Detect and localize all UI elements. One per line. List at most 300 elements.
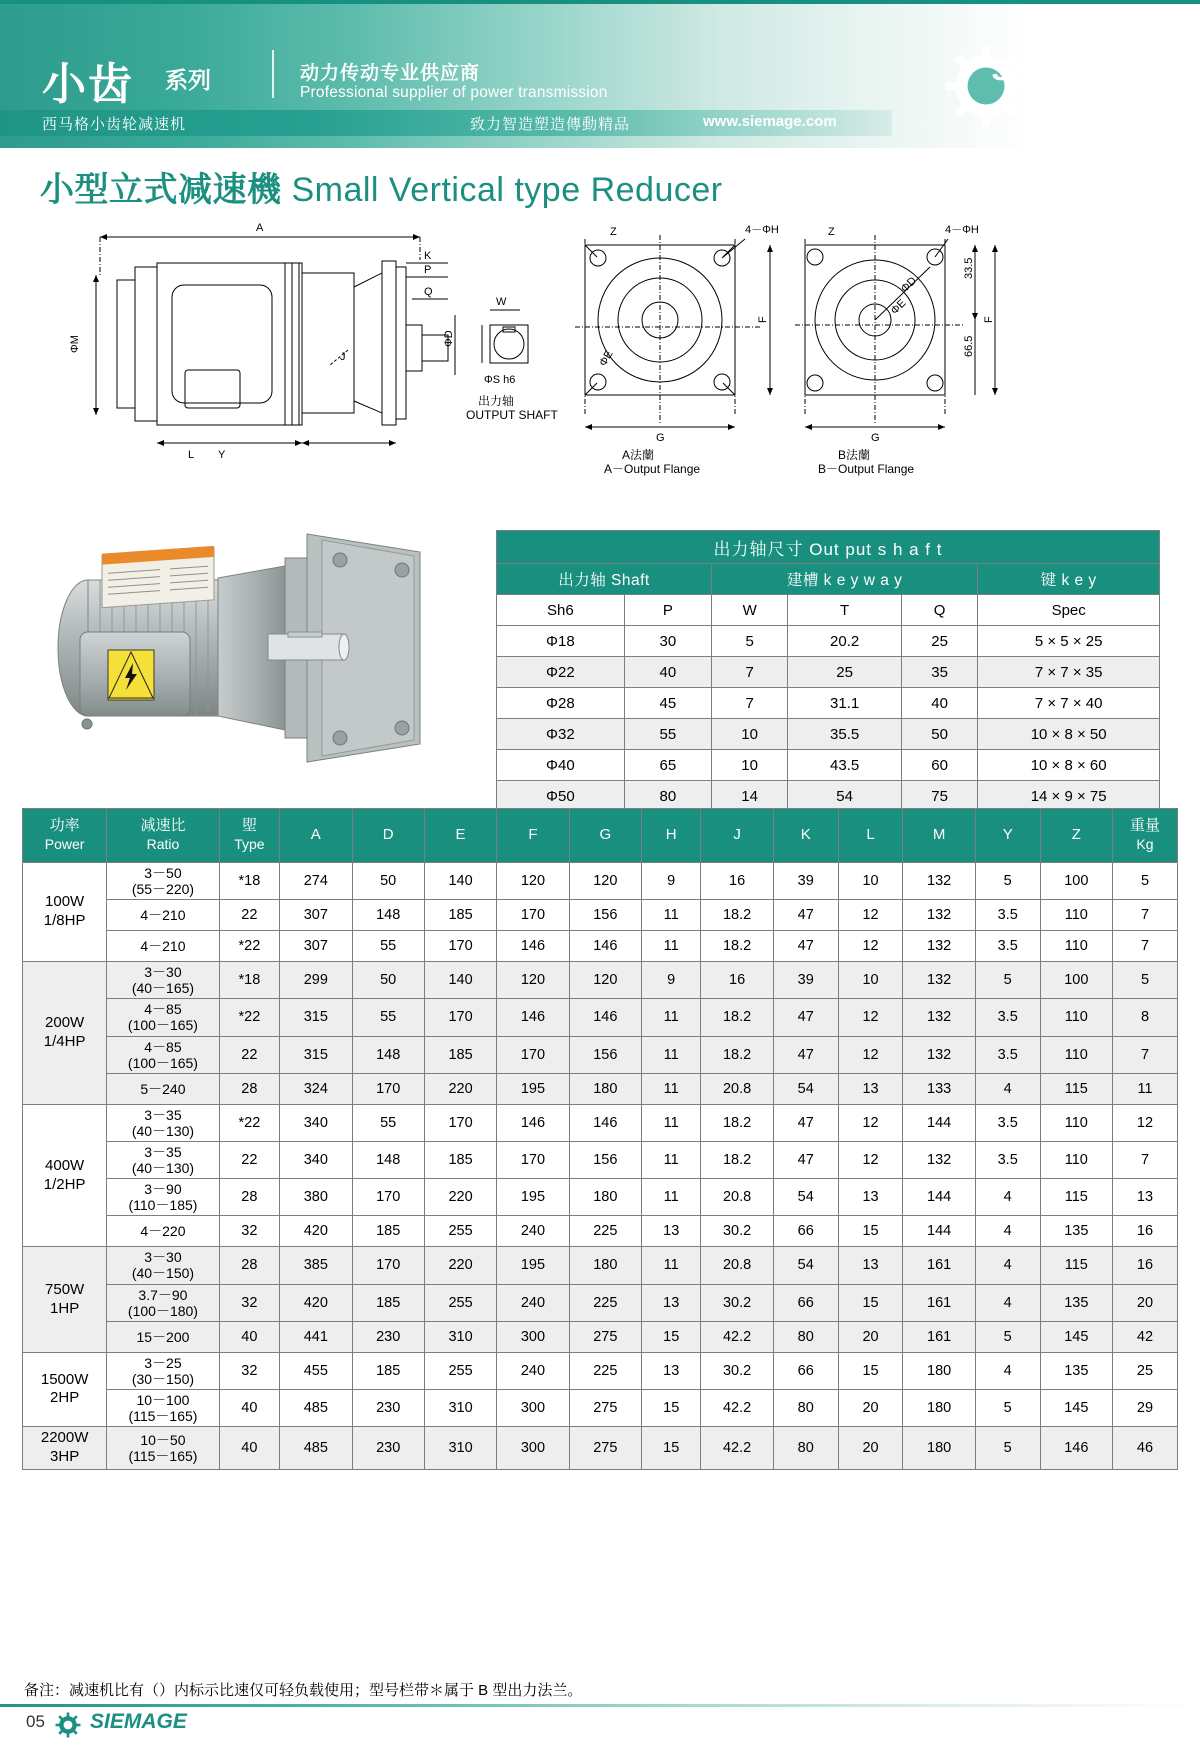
cell-l: 10 <box>838 863 903 900</box>
table-row <box>497 719 1160 750</box>
cell-l: 20 <box>838 1389 903 1426</box>
cell-f: 240 <box>497 1216 569 1247</box>
cell-p: 80 <box>624 781 711 812</box>
cell-type: 40 <box>219 1321 280 1352</box>
cell-weight: 25 <box>1112 1352 1177 1389</box>
cell-g: 146 <box>569 931 641 962</box>
cell-a: 340 <box>280 1141 352 1178</box>
page-header <box>0 0 1200 148</box>
svg-text:出力轴: 出力轴 <box>478 394 515 408</box>
cell-j: 30.2 <box>701 1216 773 1247</box>
cell-w: 14 <box>711 781 787 812</box>
cell-q: 25 <box>901 626 977 657</box>
cell-j: 18.2 <box>701 1104 773 1141</box>
table-row <box>497 688 1160 719</box>
table-row <box>23 1352 1178 1389</box>
header-slogan-cn: 动力传动专业供应商 <box>300 63 481 84</box>
cell-g: 180 <box>569 1179 641 1216</box>
cell-m: 180 <box>903 1427 975 1470</box>
svg-text:A: A <box>256 222 264 234</box>
cell-e: 170 <box>424 1104 496 1141</box>
cell-a: 307 <box>280 900 352 931</box>
cell-ratio: 4－85 (100－165) <box>107 999 219 1036</box>
cell-ratio: 3.7－90 (100－180) <box>107 1284 219 1321</box>
cell-z: 110 <box>1040 1141 1112 1178</box>
cell-sh6: Φ40 <box>497 750 625 781</box>
cell-l: 12 <box>838 931 903 962</box>
svg-text:4－ΦH: 4－ΦH <box>945 224 979 236</box>
shaft-col-p: P <box>624 595 711 626</box>
cell-type: 22 <box>219 900 280 931</box>
cell-g: 180 <box>569 1247 641 1284</box>
cell-y: 3.5 <box>975 999 1040 1036</box>
cell-weight: 42 <box>1112 1321 1177 1352</box>
cell-sh6: Φ32 <box>497 719 625 750</box>
cell-m: 132 <box>903 931 975 962</box>
cell-y: 4 <box>975 1216 1040 1247</box>
table-row <box>497 626 1160 657</box>
cell-f: 146 <box>497 931 569 962</box>
page-title-cn: 小型立式减速機 <box>40 171 282 209</box>
cell-m: 180 <box>903 1389 975 1426</box>
cell-k: 39 <box>773 962 838 999</box>
cell-a: 274 <box>280 863 352 900</box>
cell-f: 170 <box>497 1036 569 1073</box>
cell-ratio: 4－210 <box>107 900 219 931</box>
shaft-col-sh6: Sh6 <box>497 595 625 626</box>
cell-weight: 16 <box>1112 1216 1177 1247</box>
cell-d: 148 <box>352 900 424 931</box>
cell-g: 180 <box>569 1073 641 1104</box>
cell-e: 255 <box>424 1284 496 1321</box>
table-row <box>23 1036 1178 1073</box>
table-row <box>23 1247 1178 1284</box>
cell-spec: 7 × 7 × 35 <box>978 657 1160 688</box>
cell-k: 47 <box>773 1036 838 1073</box>
cell-m: 161 <box>903 1321 975 1352</box>
cell-weight: 7 <box>1112 1036 1177 1073</box>
cell-h: 9 <box>642 962 701 999</box>
cell-f: 146 <box>497 999 569 1036</box>
cell-d: 230 <box>352 1389 424 1426</box>
cell-spec: 10 × 8 × 50 <box>978 719 1160 750</box>
svg-text:G: G <box>871 432 880 444</box>
cell-j: 30.2 <box>701 1352 773 1389</box>
cell-power: 1500W 2HP <box>23 1352 107 1426</box>
col-y: Y <box>975 809 1040 863</box>
cell-f: 240 <box>497 1352 569 1389</box>
cell-power: 200W 1/4HP <box>23 962 107 1105</box>
cell-l: 12 <box>838 900 903 931</box>
cell-k: 54 <box>773 1073 838 1104</box>
cell-sh6: Φ18 <box>497 626 625 657</box>
footer-rule <box>0 1704 1200 1707</box>
cell-z: 146 <box>1040 1427 1112 1470</box>
cell-k: 80 <box>773 1389 838 1426</box>
cell-a: 299 <box>280 962 352 999</box>
col-ratio: 减速比 Ratio <box>107 809 219 863</box>
cell-a: 485 <box>280 1427 352 1470</box>
cell-h: 13 <box>642 1352 701 1389</box>
cell-f: 120 <box>497 962 569 999</box>
cell-g: 275 <box>569 1427 641 1470</box>
shaft-col-t: T <box>788 595 902 626</box>
cell-l: 15 <box>838 1352 903 1389</box>
cell-f: 300 <box>497 1389 569 1426</box>
cell-w: 10 <box>711 719 787 750</box>
col-power: 功率 Power <box>23 809 107 863</box>
page-title <box>40 162 723 211</box>
cell-z: 115 <box>1040 1247 1112 1284</box>
table-header-row <box>23 809 1178 863</box>
cell-e: 185 <box>424 1036 496 1073</box>
cell-e: 220 <box>424 1073 496 1104</box>
cell-type: *22 <box>219 931 280 962</box>
svg-text:F: F <box>757 316 769 323</box>
cell-type: 32 <box>219 1216 280 1247</box>
cell-d: 170 <box>352 1179 424 1216</box>
cell-y: 4 <box>975 1352 1040 1389</box>
svg-text:Y: Y <box>218 449 226 461</box>
cell-power: 2200W 3HP <box>23 1427 107 1470</box>
footer-gear-icon <box>55 1712 81 1738</box>
cell-weight: 12 <box>1112 1104 1177 1141</box>
cell-t: 54 <box>788 781 902 812</box>
cell-weight: 13 <box>1112 1179 1177 1216</box>
cell-g: 156 <box>569 1141 641 1178</box>
cell-f: 300 <box>497 1321 569 1352</box>
cell-e: 310 <box>424 1427 496 1470</box>
col-a: A <box>280 809 352 863</box>
cell-y: 4 <box>975 1247 1040 1284</box>
cell-p: 65 <box>624 750 711 781</box>
cell-ratio: 3－50 (55－220) <box>107 863 219 900</box>
cell-l: 13 <box>838 1073 903 1104</box>
col-z: Z <box>1040 809 1112 863</box>
header-website-url[interactable]: www.siemage.com <box>703 113 837 130</box>
cell-e: 170 <box>424 999 496 1036</box>
drawing-svg <box>0 215 1200 490</box>
cell-weight: 20 <box>1112 1284 1177 1321</box>
cell-a: 455 <box>280 1352 352 1389</box>
shaft-table-group-shaft: 出力轴 Shaft <box>497 564 712 595</box>
cell-k: 39 <box>773 863 838 900</box>
cell-h: 11 <box>642 900 701 931</box>
cell-y: 5 <box>975 962 1040 999</box>
cell-ratio: 4－220 <box>107 1216 219 1247</box>
cell-g: 146 <box>569 999 641 1036</box>
cell-j: 42.2 <box>701 1427 773 1470</box>
svg-text:Q: Q <box>424 286 433 298</box>
product-photo-svg <box>40 500 460 785</box>
cell-weight: 5 <box>1112 863 1177 900</box>
cell-z: 110 <box>1040 1104 1112 1141</box>
cell-ratio: 5－240 <box>107 1073 219 1104</box>
cell-w: 7 <box>711 688 787 719</box>
cell-type: 22 <box>219 1036 280 1073</box>
svg-text:B法蘭: B法蘭 <box>838 448 871 462</box>
cell-a: 324 <box>280 1073 352 1104</box>
svg-text:4－ΦH: 4－ΦH <box>745 224 779 236</box>
cell-d: 55 <box>352 931 424 962</box>
cell-y: 3.5 <box>975 931 1040 962</box>
cell-ratio: 15－200 <box>107 1321 219 1352</box>
cell-h: 11 <box>642 1141 701 1178</box>
cell-z: 135 <box>1040 1284 1112 1321</box>
cell-h: 11 <box>642 1104 701 1141</box>
cell-l: 20 <box>838 1427 903 1470</box>
svg-text:A－Output Flange: A－Output Flange <box>604 462 701 476</box>
cell-z: 115 <box>1040 1179 1112 1216</box>
cell-sh6: Φ28 <box>497 688 625 719</box>
col-m: M <box>903 809 975 863</box>
output-shaft-table <box>496 530 1160 812</box>
company-logo <box>944 42 1174 128</box>
cell-f: 195 <box>497 1179 569 1216</box>
cell-weight: 8 <box>1112 999 1177 1036</box>
cell-d: 170 <box>352 1073 424 1104</box>
cell-d: 148 <box>352 1141 424 1178</box>
cell-k: 47 <box>773 999 838 1036</box>
header-band-product-label: 西马格小齿轮减速机 <box>42 116 187 133</box>
cell-l: 12 <box>838 999 903 1036</box>
cell-m: 144 <box>903 1179 975 1216</box>
cell-m: 132 <box>903 1141 975 1178</box>
cell-d: 230 <box>352 1321 424 1352</box>
product-photo <box>40 500 460 785</box>
svg-text:Z: Z <box>610 226 617 238</box>
cell-ratio: 10－50 (115－165) <box>107 1427 219 1470</box>
cell-e: 185 <box>424 1141 496 1178</box>
col-d: D <box>352 809 424 863</box>
cell-ratio: 4－85 (100－165) <box>107 1036 219 1073</box>
table-row <box>497 750 1160 781</box>
cell-m: 180 <box>903 1352 975 1389</box>
page-title-en: Small Vertical type Reducer <box>291 171 723 209</box>
col-g: G <box>569 809 641 863</box>
svg-text:OUTPUT SHAFT: OUTPUT SHAFT <box>466 408 558 422</box>
cell-q: 35 <box>901 657 977 688</box>
cell-ratio: 3－30 (40－165) <box>107 962 219 999</box>
cell-weight: 29 <box>1112 1389 1177 1426</box>
cell-j: 18.2 <box>701 1036 773 1073</box>
cell-p: 55 <box>624 719 711 750</box>
brand-series-label: 系列 <box>165 67 211 93</box>
cell-f: 195 <box>497 1073 569 1104</box>
col-h: H <box>642 809 701 863</box>
brand-series-logo-cn: 小齿 <box>42 59 134 110</box>
col-l: L <box>838 809 903 863</box>
svg-text:ΦD: ΦD <box>443 330 455 347</box>
svg-text:Z: Z <box>828 226 835 238</box>
cell-a: 441 <box>280 1321 352 1352</box>
cell-k: 47 <box>773 1104 838 1141</box>
cell-type: *22 <box>219 1104 280 1141</box>
company-name-en: SIEMAGE <box>992 52 1142 87</box>
header-slogan-en: Professional supplier of power transmission <box>300 84 608 101</box>
cell-h: 11 <box>642 1247 701 1284</box>
shaft-col-q: Q <box>901 595 977 626</box>
cell-d: 148 <box>352 1036 424 1073</box>
cell-g: 156 <box>569 900 641 931</box>
cell-type: 40 <box>219 1389 280 1426</box>
cell-h: 11 <box>642 931 701 962</box>
cell-ratio: 3－35 (40－130) <box>107 1104 219 1141</box>
cell-g: 120 <box>569 863 641 900</box>
page-number: 05 <box>26 1712 45 1731</box>
cell-j: 20.8 <box>701 1247 773 1284</box>
cell-y: 5 <box>975 1321 1040 1352</box>
cell-z: 110 <box>1040 999 1112 1036</box>
cell-a: 380 <box>280 1179 352 1216</box>
cell-e: 220 <box>424 1247 496 1284</box>
technical-drawings <box>0 215 1200 490</box>
cell-h: 15 <box>642 1427 701 1470</box>
table-row <box>23 1284 1178 1321</box>
svg-text:33.5: 33.5 <box>963 257 975 279</box>
cell-h: 15 <box>642 1389 701 1426</box>
cell-w: 7 <box>711 657 787 688</box>
cell-e: 310 <box>424 1389 496 1426</box>
cell-d: 55 <box>352 999 424 1036</box>
cell-f: 195 <box>497 1247 569 1284</box>
cell-h: 11 <box>642 1036 701 1073</box>
cell-f: 170 <box>497 1141 569 1178</box>
cell-h: 11 <box>642 1179 701 1216</box>
cell-h: 15 <box>642 1321 701 1352</box>
header-divider <box>272 50 274 98</box>
cell-e: 310 <box>424 1321 496 1352</box>
svg-text:A法蘭: A法蘭 <box>622 448 655 462</box>
cell-weight: 7 <box>1112 1141 1177 1178</box>
cell-type: 28 <box>219 1073 280 1104</box>
cell-ratio: 3－30 (40－150) <box>107 1247 219 1284</box>
cell-t: 35.5 <box>788 719 902 750</box>
cell-j: 18.2 <box>701 999 773 1036</box>
cell-h: 13 <box>642 1216 701 1247</box>
svg-text:ΦS h6: ΦS h6 <box>484 374 516 386</box>
cell-k: 80 <box>773 1427 838 1470</box>
cell-l: 10 <box>838 962 903 999</box>
cell-y: 3.5 <box>975 1036 1040 1073</box>
cell-y: 3.5 <box>975 900 1040 931</box>
cell-ratio: 4－210 <box>107 931 219 962</box>
cell-j: 20.8 <box>701 1073 773 1104</box>
table-row <box>497 781 1160 812</box>
cell-g: 156 <box>569 1036 641 1073</box>
company-name-cn: 西馬格 <box>1064 93 1139 119</box>
cell-weight: 16 <box>1112 1247 1177 1284</box>
specification-table <box>22 808 1178 1470</box>
cell-a: 315 <box>280 999 352 1036</box>
cell-k: 66 <box>773 1216 838 1247</box>
cell-g: 146 <box>569 1104 641 1141</box>
cell-q: 60 <box>901 750 977 781</box>
cell-t: 31.1 <box>788 688 902 719</box>
cell-d: 185 <box>352 1216 424 1247</box>
header-band-motto: 致力智造塑造傳動精品 <box>470 116 631 133</box>
cell-l: 12 <box>838 1141 903 1178</box>
cell-type: 28 <box>219 1179 280 1216</box>
cell-q: 50 <box>901 719 977 750</box>
cell-z: 110 <box>1040 900 1112 931</box>
cell-type: *22 <box>219 999 280 1036</box>
cell-z: 145 <box>1040 1321 1112 1352</box>
cell-z: 100 <box>1040 962 1112 999</box>
cell-m: 132 <box>903 900 975 931</box>
svg-text:ΦE: ΦE <box>888 297 909 318</box>
cell-l: 13 <box>838 1247 903 1284</box>
cell-e: 170 <box>424 931 496 962</box>
cell-type: 22 <box>219 1141 280 1178</box>
cell-ratio: 3－25 (30－150) <box>107 1352 219 1389</box>
cell-y: 5 <box>975 1389 1040 1426</box>
cell-k: 80 <box>773 1321 838 1352</box>
table-row <box>23 1179 1178 1216</box>
table-row <box>23 1216 1178 1247</box>
cell-e: 140 <box>424 962 496 999</box>
cell-ratio: 3－90 (110－185) <box>107 1179 219 1216</box>
cell-h: 11 <box>642 999 701 1036</box>
col-weight: 重量 Kg <box>1112 809 1177 863</box>
cell-d: 55 <box>352 1104 424 1141</box>
cell-z: 100 <box>1040 863 1112 900</box>
cell-d: 170 <box>352 1247 424 1284</box>
cell-l: 20 <box>838 1321 903 1352</box>
header-top-rule <box>0 0 1200 4</box>
table-row <box>23 1141 1178 1178</box>
cell-e: 140 <box>424 863 496 900</box>
cell-k: 54 <box>773 1179 838 1216</box>
cell-type: 32 <box>219 1352 280 1389</box>
cell-p: 40 <box>624 657 711 688</box>
cell-j: 18.2 <box>701 931 773 962</box>
cell-spec: 5 × 5 × 25 <box>978 626 1160 657</box>
svg-text:F: F <box>983 316 995 323</box>
cell-d: 185 <box>352 1284 424 1321</box>
cell-sh6: Φ22 <box>497 657 625 688</box>
cell-z: 145 <box>1040 1389 1112 1426</box>
cell-q: 40 <box>901 688 977 719</box>
cell-j: 18.2 <box>701 1141 773 1178</box>
cell-w: 10 <box>711 750 787 781</box>
cell-m: 161 <box>903 1284 975 1321</box>
shaft-col-spec: Spec <box>978 595 1160 626</box>
cell-l: 15 <box>838 1284 903 1321</box>
svg-text:66.5: 66.5 <box>963 335 975 357</box>
cell-t: 25 <box>788 657 902 688</box>
cell-j: 18.2 <box>701 900 773 931</box>
cell-z: 135 <box>1040 1216 1112 1247</box>
cell-power: 400W 1/2HP <box>23 1104 107 1247</box>
cell-spec: 10 × 8 × 60 <box>978 750 1160 781</box>
cell-e: 255 <box>424 1352 496 1389</box>
cell-d: 50 <box>352 962 424 999</box>
cell-type: 28 <box>219 1247 280 1284</box>
cell-spec: 14 × 9 × 75 <box>978 781 1160 812</box>
col-k: K <box>773 809 838 863</box>
cell-j: 42.2 <box>701 1321 773 1352</box>
cell-f: 146 <box>497 1104 569 1141</box>
specification-table-body <box>23 863 1178 1470</box>
svg-text:J: J <box>340 351 346 363</box>
cell-w: 5 <box>711 626 787 657</box>
cell-y: 4 <box>975 1073 1040 1104</box>
cell-t: 43.5 <box>788 750 902 781</box>
cell-e: 255 <box>424 1216 496 1247</box>
table-row <box>23 1389 1178 1426</box>
table-row <box>497 657 1160 688</box>
